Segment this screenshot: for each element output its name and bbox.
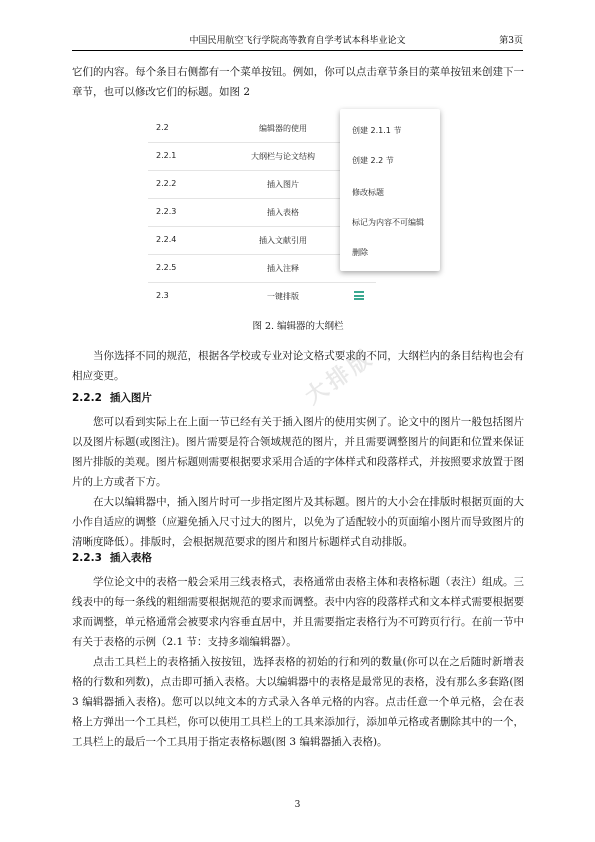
- paragraph: 学位论文中的表格一般会采用三线表格式，表格通常由表格主体和表格标题（表注）组成。三线表中的每一条线的粗细需要根据规范的要求而调整。表中内容的段落样式和文本样式需要根据要求而调整，单元格通常会被要求内容垂直居中，并且需要指定表格行为不可跨页行行。在前一节中有关于表格的示例（2.1 节：支持多端编辑器）。: [72, 576, 524, 648]
- intro-paragraph: 它们的内容。每个条目右侧都有一个菜单按钮。例如，你可以点击章节条目的菜单按钮来创建下一章节，也可以修改它们的标题。如图 2: [72, 66, 524, 98]
- outline-row-number: 2.2.5: [156, 263, 177, 272]
- page-number: 3: [294, 800, 301, 810]
- outline-row-number: 2.2.2: [156, 179, 177, 188]
- paragraph: 在大以编辑器中，插入图片时可一步指定图片及其标题。图片的大小会在排版时根据页面的大小作自适应的调整（应避免插入尺寸过大的图片，以免为了适配较小的页面缩小图片而导致图片的清晰度降低）。排版时，会根据规范要求的图片和图片标题样式自动排版。: [72, 496, 524, 548]
- section-title: 插入表格: [109, 552, 152, 564]
- section-title: 插入图片: [109, 392, 152, 404]
- context-menu: [340, 109, 440, 271]
- outline-row-title: 大纲栏与论文结构: [251, 152, 315, 161]
- figure-caption: 图 2. 编辑器的大纲栏: [252, 321, 344, 332]
- outline-row-title: 插入表格: [267, 208, 299, 217]
- section-number: 2.2.2: [72, 392, 102, 404]
- outline-row-title: 插入文献引用: [259, 236, 307, 245]
- outline-row-number: 2.2: [156, 123, 169, 132]
- header-title: 中国民用航空飞行学院高等教育自学考试本科毕业论文: [189, 36, 406, 46]
- outline-row-title: 编辑器的使用: [259, 124, 307, 133]
- outline-row-number: 2.3: [156, 291, 169, 300]
- outline-row-title: 一键排版: [267, 292, 299, 301]
- outline-row-number: 2.2.3: [156, 207, 177, 216]
- paragraph: 您可以看到实际上在上面一节已经有关于插入图片的使用实例了。论文中的图片一般包括图片以及图片标题(或图注)。图片需要是符合领域规范的图片，并且需要调整图片的间距和位置来保证图片排版的美观。图片标题则需要根据要求采用合适的字体样式和段落样式，并按照要求放置于图片的上方或者下方。: [72, 416, 524, 488]
- section-heading: [72, 548, 152, 568]
- menu-item-delete[interactable]: 删除: [352, 248, 368, 257]
- outline-row-title: 插入注释: [267, 264, 299, 273]
- outline-row[interactable]: [148, 282, 376, 310]
- outline-row-number: 2.2.1: [156, 151, 177, 160]
- paragraph: 当你选择不同的规范，根据各学校或专业对论文格式要求的不同，大纲栏内的条目结构也会有相应变更。: [72, 350, 524, 382]
- section-number: 2.2.3: [72, 552, 102, 564]
- paragraph: 点击工具栏上的表格插入按按钮，选择表格的初始的行和列的数量(你可以在之后随时新增表格的行数和列数)，点击即可插入表格。大以编辑器中的表格是最常见的表格，没有那么多套路(图 3 编辑器插入表格)。您可以以纯文本的方式录入各单元格的内容。点击任意一个单元格，会在表格上方弹出一个工具栏，你可以使用工具栏上的工具来添加行，添加单元格或者删除其中的一个，工具栏上的最后一个工具用于指定表格标题(图 3 编辑器插入表格)。: [72, 656, 524, 748]
- outline-row-number: 2.2.4: [156, 235, 177, 244]
- outline-row-title: 插入图片: [267, 180, 299, 189]
- menu-item-create-next-section[interactable]: 创建 2.1.1 节: [352, 126, 402, 135]
- list-icon[interactable]: [354, 291, 364, 300]
- page-header: [72, 32, 523, 51]
- header-page-label: 第3页: [499, 36, 523, 46]
- menu-item-rename[interactable]: 修改标题: [352, 188, 384, 197]
- watermark: 大排版: [301, 344, 380, 410]
- figure-outline-panel: [148, 113, 440, 312]
- menu-item-lock-content[interactable]: 标记为内容不可编辑: [352, 218, 424, 227]
- menu-item-create-section[interactable]: 创建 2.2 节: [352, 156, 394, 165]
- section-heading: [72, 388, 152, 408]
